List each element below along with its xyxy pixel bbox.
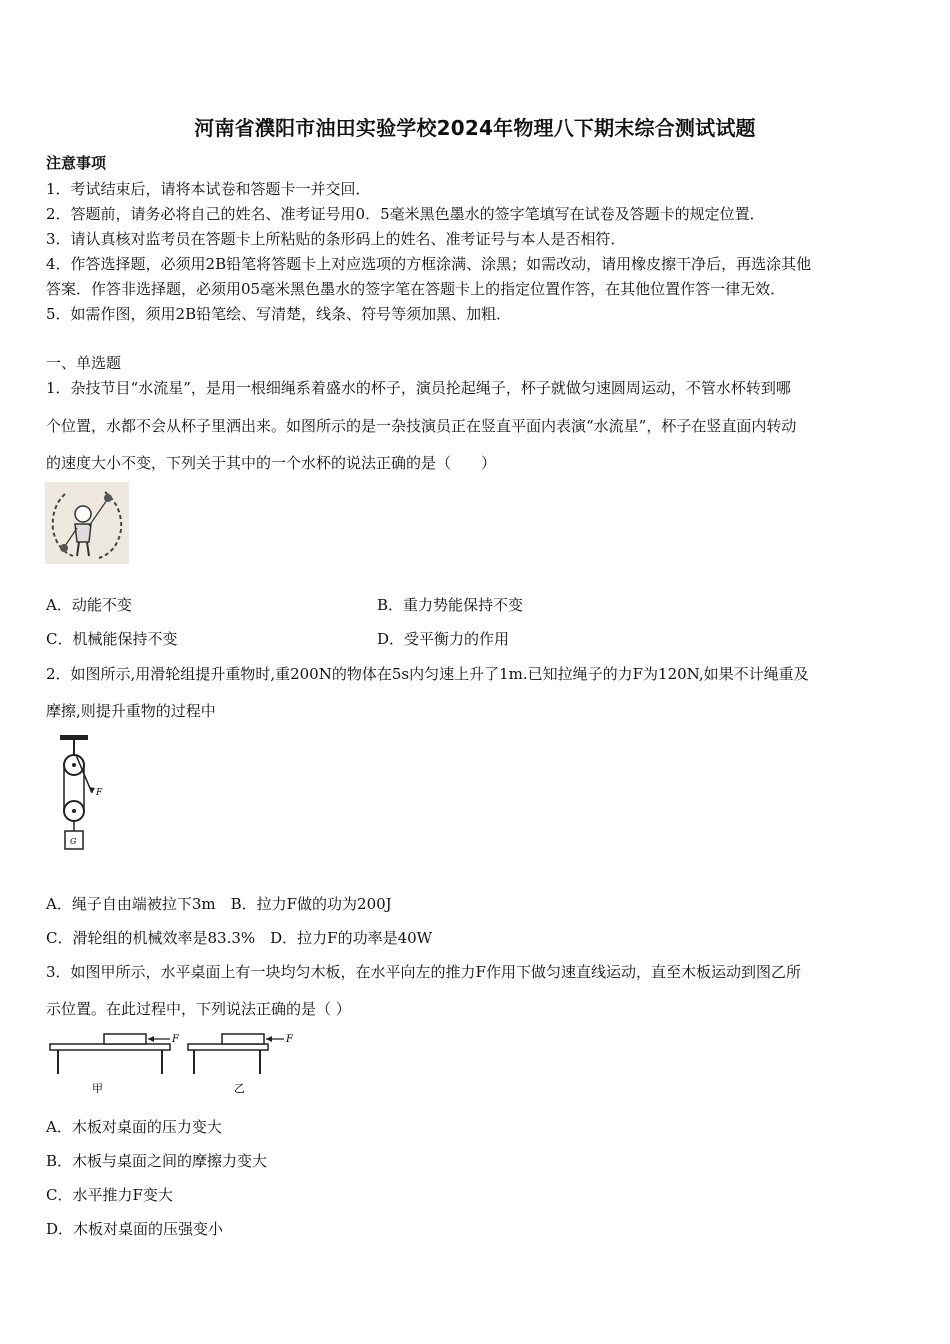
question-1-line: 1．杂技节目“水流星”，是用一根细绳系着盛水的杯子，演员抡起绳子，杯子就做匀速圆周运动，不管水杯转到哪 [46, 379, 791, 397]
weight-label: G [70, 837, 77, 846]
notice-item: 5．如需作图，须用2B铅笔绘、写清楚，线条、符号等须加黑、加粗． [46, 305, 512, 323]
notice-item: 1．考试结束后，请将本试卷和答题卡一并交回． [46, 180, 371, 198]
board-push-figure [48, 1030, 308, 1098]
section-heading: 一、单选题 [46, 354, 122, 372]
pulley-figure [52, 733, 112, 855]
question-1-line: 个位置，水都不会从杯子里洒出来。如图所示的是一杂技演员正在竖直平面内表演“水流星”，杯子在竖直面内转动 [46, 417, 797, 435]
notice-item: 3．请认真核对监考员在答题卡上所粘贴的条形码上的姓名、准考证号与本人是否相符． [46, 230, 626, 248]
question-2-line: 摩擦,则提升重物的过程中 [46, 702, 216, 720]
question-2-line: 2．如图所示,用滑轮组提升重物时,重200N的物体在5s内匀速上升了1m.已知拉绳子的力F为120N,如果不计绳重及 [46, 665, 809, 683]
page-title: 河南省濮阳市油田实验学校2024年物理八下期末综合测试试题 [194, 116, 756, 140]
option-c[interactable]: C．机械能保持不变 [46, 630, 178, 648]
option-a[interactable]: A．木板对桌面的压力变大 [46, 1118, 222, 1136]
question-3-line: 3．如图甲所示，水平桌面上有一块均匀木板，在水平向左的推力F作用下做匀速直线运动，直至木板运动到图乙所 [46, 963, 801, 981]
figure-label-right: 乙 [234, 1082, 245, 1095]
notice-heading: 注意事项 [46, 154, 107, 172]
option-a[interactable]: A．动能不变 [46, 596, 132, 614]
force-label-right: F [286, 1034, 293, 1045]
notice-item: 2．答题前，请务必将自己的姓名、准考证号用0．5毫米黑色墨水的签字笔填写在试卷及答题卡的规定位置． [46, 205, 765, 223]
options-row-cd[interactable]: C．滑轮组的机械效率是83.3% D．拉力F的功率是40W [46, 929, 433, 947]
option-b[interactable]: B．木板与桌面之间的摩擦力变大 [46, 1152, 268, 1170]
question-3-line: 示位置。在此过程中，下列说法正确的是（ ） [46, 1000, 351, 1018]
force-label-left: F [172, 1034, 179, 1045]
option-c[interactable]: C．水平推力F变大 [46, 1186, 173, 1204]
notice-item: 答案．作答非选择题，必须用05毫米黑色墨水的签字笔在答题卡上的指定位置作答，在其他位置作答一律无效． [46, 280, 786, 298]
options-row-ab[interactable]: A．绳子自由端被拉下3m B．拉力F做的功为200J [46, 895, 392, 913]
question-1-line: 的速度大小不变，下列关于其中的一个水杯的说法正确的是（ ） [46, 454, 497, 472]
option-b[interactable]: B．重力势能保持不变 [377, 596, 524, 614]
figure-label-left: 甲 [92, 1082, 103, 1095]
force-label: F [96, 788, 103, 798]
option-d[interactable]: D．受平衡力的作用 [377, 630, 510, 648]
option-d[interactable]: D．木板对桌面的压强变小 [46, 1220, 224, 1238]
water-meteor-figure [45, 482, 129, 564]
notice-item: 4．作答选择题，必须用2B铅笔将答题卡上对应选项的方框涂满、涂黑；如需改动，请用橡皮擦干净后，再选涂其他 [46, 255, 812, 273]
